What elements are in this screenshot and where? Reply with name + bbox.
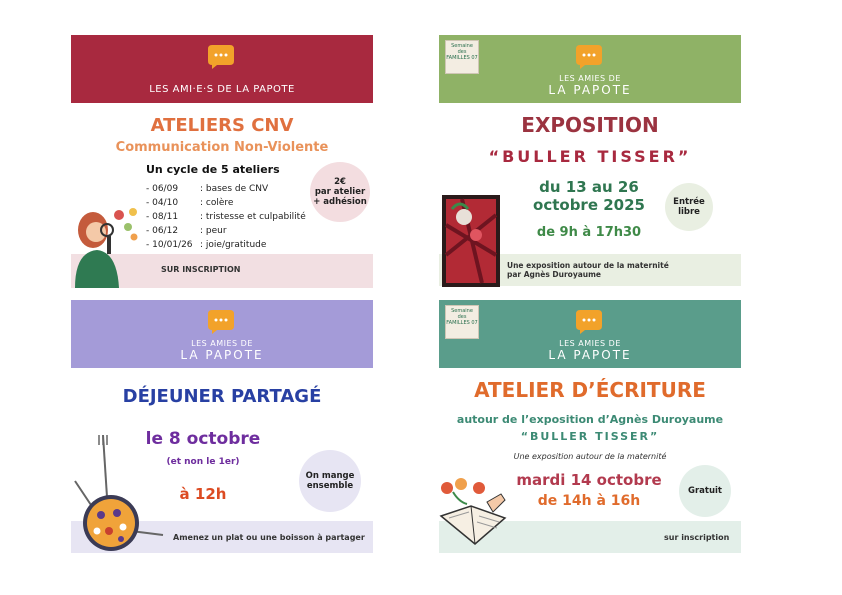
card-subtitle: Communication Non-Violente (115, 140, 329, 155)
brand-small: LES AMIES DE (191, 339, 253, 348)
expo-dates: du 13 au 26 octobre 2025 (533, 178, 645, 214)
session-row: - 08/11 : tristesse et culpabilité (146, 212, 306, 222)
notebook-writing-illustration (439, 478, 509, 550)
exhibition-note: Une exposition autour de la maternité (513, 452, 667, 461)
session-row: - 06/09 : bases de CNV (146, 184, 269, 194)
free-badge: Gratuit (679, 465, 731, 517)
exhibition-name: “BULLER TISSER” (520, 430, 660, 443)
person-magnifier-illustration (71, 200, 141, 288)
partner-logo: Semaine des FAMILLES 07 (445, 305, 479, 339)
session-row: - 06/12 : peur (146, 226, 227, 236)
brand-small: LES AMIES DE (559, 74, 621, 83)
expo-hours: de 9h à 17h30 (536, 225, 642, 240)
event-hours: de 14h à 16h (537, 493, 641, 509)
banner-expo (439, 35, 741, 103)
speech-bubble-icon (208, 45, 234, 69)
banner-dejeuner (71, 300, 373, 368)
card-subtitle: autour de l’exposition d’Agnès Duroyaume (456, 413, 724, 426)
speech-bubble-icon (576, 310, 602, 334)
session-row: - 04/10 : colère (146, 198, 234, 208)
paella-pan-illustration (71, 435, 167, 553)
card-footer: Une exposition autour de la maternité par Agnès Duroyaume (439, 254, 741, 286)
brand-big: LA PAPOTE (548, 348, 632, 362)
card-title: EXPOSITION (521, 113, 659, 137)
date-note: (et non le 1er) (166, 457, 240, 467)
card-atelier-ecriture (439, 300, 741, 553)
brand-small: LES AMIES DE (559, 339, 621, 348)
event-date: mardi 14 octobre (516, 471, 662, 489)
exhibition-name: “BULLER TISSER” (488, 147, 692, 166)
brand-big: LA PAPOTE (180, 348, 264, 362)
brand-big: LA PAPOTE (548, 83, 632, 97)
event-time: à 12h (179, 485, 227, 503)
session-row: - 10/01/26 : joie/gratitude (146, 240, 267, 250)
speech-bubble-icon (576, 45, 602, 69)
card-title: ATELIERS CNV (150, 115, 294, 136)
together-badge: On mange ensemble (299, 450, 361, 512)
banner-cnv (71, 35, 373, 103)
speech-bubble-icon (208, 310, 234, 334)
brand-name: LES AMI·E·S DE LA PAPOTE (149, 84, 295, 95)
card-ateliers-cnv (71, 35, 373, 288)
cycle-label: Un cycle de 5 ateliers (146, 163, 280, 176)
card-footer: Amenez un plat ou une boisson à partager (71, 521, 373, 553)
card-exposition (439, 35, 741, 286)
artwork-image (442, 195, 500, 287)
session-list (146, 182, 306, 252)
card-footer: sur inscription (439, 521, 741, 553)
card-dejeuner (71, 300, 373, 553)
card-footer: SUR INSCRIPTION (71, 254, 373, 288)
price-badge: 2€ par atelier + adhésion (310, 162, 370, 222)
partner-logo: Semaine des FAMILLES 07 (445, 40, 479, 74)
card-title: ATELIER D’ÉCRITURE (474, 378, 706, 402)
card-title: DÉJEUNER PARTAGÉ (122, 386, 322, 407)
event-date: le 8 octobre (145, 429, 261, 449)
banner-ecriture (439, 300, 741, 368)
entry-badge: Entrée libre (665, 183, 713, 231)
